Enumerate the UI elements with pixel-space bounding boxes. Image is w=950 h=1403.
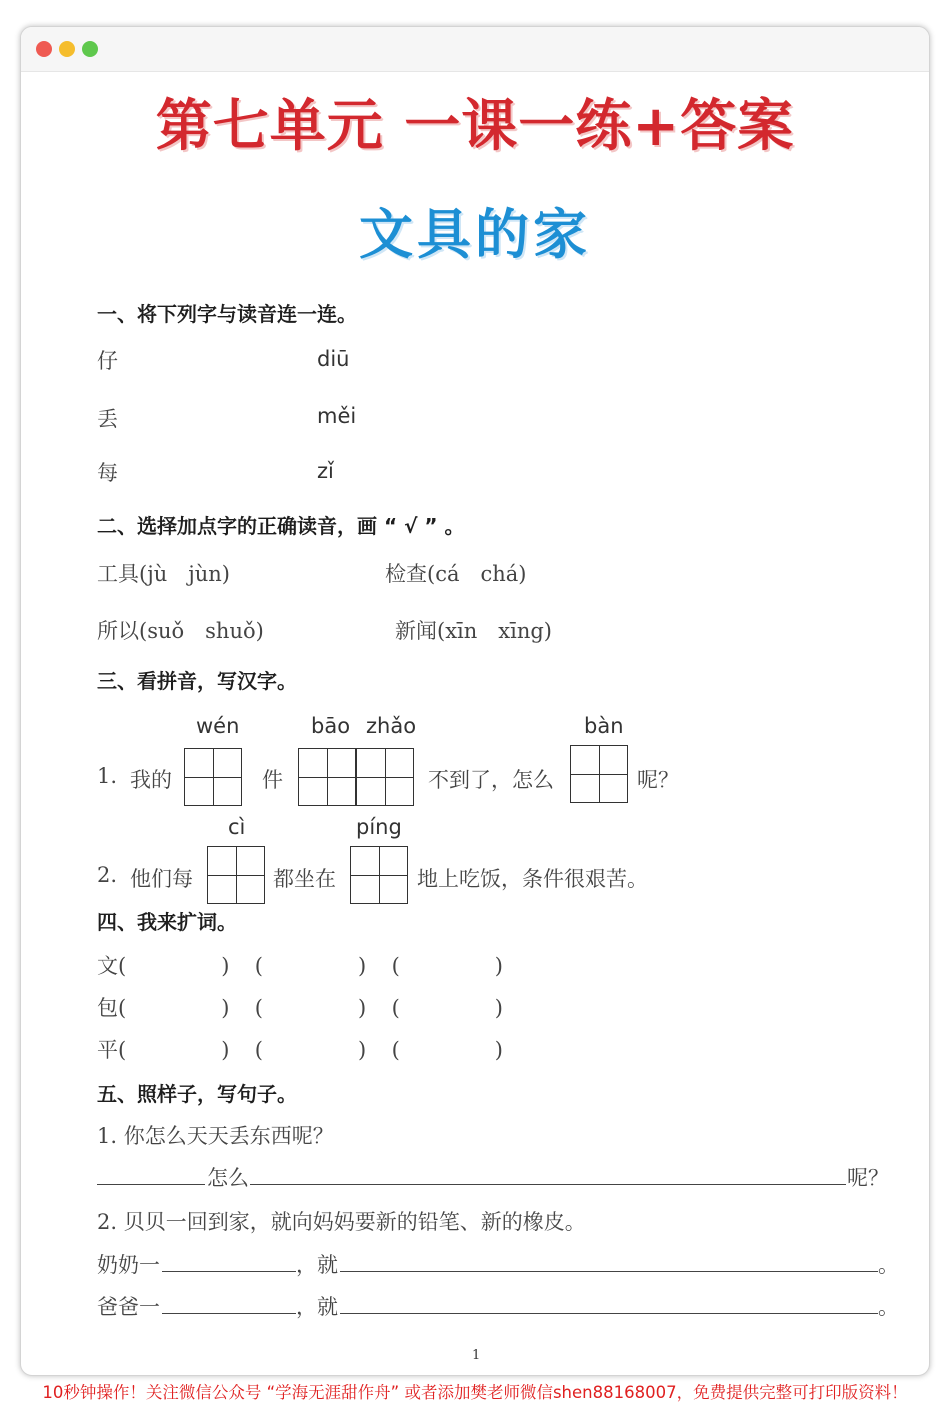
lesson-title: 文具的家 [359, 203, 591, 266]
sentence-text: 呢？ [847, 1166, 889, 1190]
pinyin-prompt: zhǎo [366, 714, 417, 738]
match-pinyin: měi [317, 404, 357, 428]
sentence-text: ，就 [296, 1253, 338, 1277]
writing-grid-box[interactable] [184, 748, 242, 806]
sentence-text: 他们每 [130, 867, 193, 891]
pronunciation-item: 检查(cá chá) [385, 562, 527, 586]
sentence-text: 件 [262, 768, 283, 792]
pronunciation-item: 新闻(xīn xīng) [395, 619, 552, 643]
writing-grid-box[interactable] [356, 748, 414, 806]
section2-heading: 二、选择加点字的正确读音，画 “ √ ” 。 [97, 514, 465, 538]
writing-grid-box[interactable] [570, 745, 628, 803]
answer-blank-line[interactable] [162, 1313, 296, 1314]
expand-word-char: 平 [97, 1038, 118, 1062]
match-char: 每 [97, 461, 118, 485]
worksheet-title: 第七单元 一课一练+答案 [155, 94, 795, 159]
pinyin-prompt: cì [228, 815, 246, 839]
section3-heading: 三、看拼音，写汉字。 [97, 669, 297, 693]
answer-blank-line[interactable] [340, 1271, 878, 1272]
sentence-text: 奶奶一 [97, 1253, 160, 1277]
pinyin-prompt: píng [356, 815, 402, 839]
page-number: 1 [472, 1348, 481, 1363]
answer-blank-line[interactable] [340, 1313, 878, 1314]
example-sentence: 2. 贝贝一回到家，就向妈妈要新的铅笔、新的橡皮。 [97, 1210, 586, 1234]
sentence-text: 怎么 [207, 1166, 249, 1190]
section5-heading: 五、照样子，写句子。 [97, 1082, 297, 1106]
answer-blank-line[interactable] [250, 1184, 846, 1185]
sentence-text: 不到了，怎么 [428, 768, 554, 792]
match-char: 仔 [97, 349, 118, 373]
pronunciation-item: 所以(suǒ shuǒ) [97, 619, 264, 643]
match-pinyin: zǐ [317, 459, 334, 483]
question-number: 2. [97, 863, 118, 887]
writing-grid-box[interactable] [350, 846, 408, 904]
pinyin-prompt: bāo [311, 714, 351, 738]
maximize-window-dot-icon[interactable] [82, 41, 98, 57]
sentence-text: ，就 [296, 1295, 338, 1319]
sentence-text: 。 [878, 1253, 899, 1277]
answer-blank-line[interactable] [97, 1184, 205, 1185]
expand-word-char: 文 [97, 954, 118, 978]
sentence-text: 地上吃饭，条件很艰苦。 [417, 867, 648, 891]
question-number: 1. [97, 764, 118, 788]
match-char: 丢 [97, 407, 118, 431]
sentence-text: 爸爸一 [97, 1295, 160, 1319]
expand-word-blanks[interactable]: ( ) ( ) ( ) [118, 954, 506, 978]
sentence-text: 我的 [130, 768, 172, 792]
window-titlebar [21, 27, 929, 72]
answer-blank-line[interactable] [162, 1271, 296, 1272]
section1-heading: 一、将下列字与读音连一连。 [97, 302, 357, 326]
promo-footer: 10秒钟操作！关注微信公众号 “学海无涯甜作舟” 或者添加樊老师微信shen88168007，免费提供完整可打印版资料！ [42, 1383, 908, 1402]
example-sentence: 1. 你怎么天天丢东西呢？ [97, 1124, 334, 1148]
close-window-dot-icon[interactable] [36, 41, 52, 57]
pinyin-prompt: wén [196, 714, 240, 738]
expand-word-blanks[interactable]: ( ) ( ) ( ) [118, 1038, 506, 1062]
expand-word-blanks[interactable]: ( ) ( ) ( ) [118, 996, 506, 1020]
minimize-window-dot-icon[interactable] [59, 41, 75, 57]
sentence-text: 。 [878, 1295, 899, 1319]
writing-grid-box[interactable] [298, 748, 356, 806]
section4-heading: 四、我来扩词。 [97, 910, 237, 934]
sentence-text: 呢？ [637, 768, 679, 792]
pronunciation-item: 工具(jù jùn) [97, 562, 230, 586]
sentence-text: 都坐在 [273, 867, 336, 891]
writing-grid-box[interactable] [207, 846, 265, 904]
pinyin-prompt: bàn [584, 714, 624, 738]
expand-word-char: 包 [97, 996, 118, 1020]
match-pinyin: diū [317, 347, 350, 371]
